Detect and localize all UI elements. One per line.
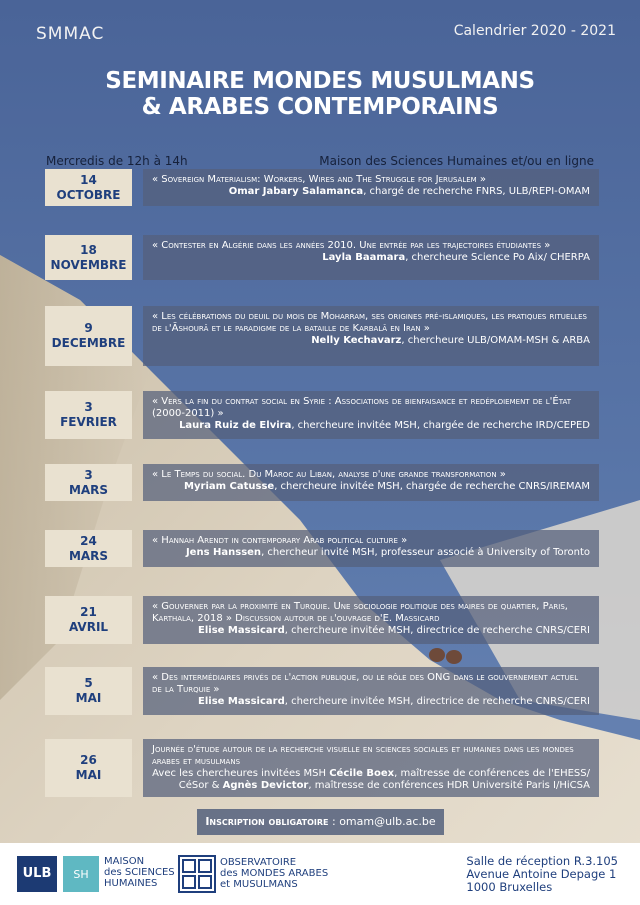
speaker-name: Cécile Boex: [329, 768, 395, 779]
session-info-9: [143, 739, 599, 797]
session-day: 26: [80, 753, 97, 767]
session-date-2: [45, 235, 132, 280]
session-day: 21: [80, 605, 97, 619]
session-month: FEVRIER: [60, 415, 117, 429]
address-line: Avenue Antoine Depage 1: [466, 867, 617, 881]
session-day: 3: [84, 467, 93, 482]
speaker-intro: Avec les chercheures invitées MSH: [152, 768, 330, 779]
speaker-name: Myriam Catusse: [184, 481, 275, 492]
session-day: 5: [84, 676, 93, 690]
session-day: 14: [80, 172, 97, 187]
inscription-label: Inscription obligatoire: [205, 815, 329, 828]
session-date-4: [45, 391, 132, 439]
session-info-2: [143, 235, 599, 280]
session-month: MAI: [75, 768, 102, 782]
session-month: AVRIL: [68, 620, 109, 634]
page-title-line1: SEMINAIRE MONDES MUSULMANS: [105, 68, 535, 94]
session-day: 9: [84, 321, 93, 335]
session-speaker-line: [152, 547, 590, 559]
session-date-6: [45, 530, 132, 567]
session-speaker-line: [152, 420, 590, 432]
inscription-banner: [197, 809, 444, 835]
session-date-7: [45, 596, 132, 644]
schedule-label: Mercredis de 12h à 14h: [46, 154, 188, 168]
session-date-1: [45, 169, 132, 206]
session-speaker-line: [152, 696, 590, 708]
session-month: OCTOBRE: [56, 187, 121, 202]
session-title: « Le Temps du social. Du Maroc au Liban, analyse d'une grande transformation »: [152, 469, 506, 480]
speaker-role: , chercheure Science Po Aix/ CHERPA: [405, 252, 590, 263]
session-day: 24: [80, 533, 97, 548]
session-info-7: [143, 596, 599, 644]
speaker-name: Laura Ruiz de Elvira: [179, 420, 292, 431]
session-date-3: [45, 306, 132, 366]
session-speaker-line: [152, 186, 590, 198]
speaker-name: Elise Massicard: [198, 696, 285, 707]
msh-name: [104, 856, 175, 889]
venue-address: [466, 855, 618, 894]
session-info-6: [143, 530, 599, 567]
session-speaker-line: [152, 768, 590, 792]
session-title: « Vers la fin du contrat social en Syrie : Associations de bienfaisance et redéploiement de l'État (2000-2011) »: [152, 396, 571, 419]
omam-line: des MONDES ARABES: [220, 868, 329, 879]
speaker-role: , chercheure ULB/OMAM-MSH & ARBA: [401, 335, 590, 346]
inscription-email-link[interactable]: omam@ulb.ac.be: [339, 815, 436, 828]
speaker-role: , maîtresse de conférences de l'EHESS/ CéSor &: [178, 768, 590, 791]
page-title-line2: & ARABES CONTEMPORAINS: [141, 94, 499, 120]
session-month: MARS: [68, 548, 109, 563]
omam-name: [220, 857, 328, 890]
msh-line: MAISON: [104, 856, 145, 867]
session-title: Journée d'étude autour de la recherche visuelle en sciences sociales et humaines dans les mondes arabes et musulmans: [152, 744, 574, 767]
speaker-name: Layla Baamara: [322, 252, 406, 263]
msh-logo: SH: [63, 856, 99, 892]
speaker-name: Jens Hanssen: [185, 547, 262, 558]
session-date-8: [45, 667, 132, 715]
omam-line: et MUSULMANS: [220, 879, 298, 890]
session-title: « Des intermédiaires privés de l'action publique, ou le rôle des ONG dans le gouvernement actuel de la Turquie »: [152, 672, 579, 695]
speaker-role: , chercheure invitée MSH, directrice de recherche CNRS/CERI: [284, 625, 590, 636]
speaker-role: , chargé de recherche FNRS, ULB/REPI-OMAM: [363, 186, 590, 197]
speaker-name: Elise Massicard: [198, 625, 285, 636]
session-speaker-line: [152, 625, 590, 637]
speaker-name: Omar Jabary Salamanca: [228, 186, 364, 197]
session-speaker-line: [152, 335, 590, 347]
session-info-4: [143, 391, 599, 439]
session-speaker-line: [152, 252, 590, 264]
session-info-3: [143, 306, 599, 366]
omam-logo-icon: [178, 855, 216, 893]
speaker-role: , chercheure invitée MSH, directrice de recherche CNRS/CERI: [284, 696, 590, 707]
session-title: « Hannah Arendt in contemporary Arab political culture »: [152, 535, 408, 546]
session-title: « Contester en Algérie dans les années 2010. Une entrée par les trajectoires étudiantes »: [152, 240, 551, 251]
speaker-role: , maîtresse de conférences HDR Université Paris I/HiCSA: [308, 780, 590, 791]
session-day: 18: [80, 242, 97, 257]
omam-line: OBSERVATOIRE: [220, 857, 297, 868]
session-month: NOVEMBRE: [50, 257, 127, 272]
venue-label: Maison des Sciences Humaines et/ou en ligne: [319, 154, 594, 168]
session-month: DECEMBRE: [51, 336, 126, 350]
session-info-1: [143, 169, 599, 206]
speaker-name: Agnès Devictor: [222, 780, 309, 791]
calendar-label: Calendrier 2020 - 2021: [453, 23, 616, 39]
session-day: 3: [84, 400, 93, 414]
brand-label: SMMAC: [36, 24, 105, 44]
session-date-5: [45, 464, 132, 501]
msh-line: HUMAINES: [104, 878, 158, 889]
session-month: MARS: [68, 482, 109, 497]
address-line: 1000 Bruxelles: [466, 880, 553, 894]
inscription-separator: :: [328, 815, 340, 828]
speaker-role: , chercheure invitée MSH, chargée de recherche IRD/CEPED: [291, 420, 590, 431]
session-speaker-line: [152, 481, 590, 493]
session-date-9: [45, 739, 132, 797]
address-line: Salle de réception R.3.105: [466, 854, 618, 868]
speaker-name: Nelly Kechavarz: [311, 335, 402, 346]
session-title: « Gouverner par la proximité en Turquie. Une sociologie politique des maires de quartier, Paris, Karthala, 2018 » Discussion autour de l'ouvrage d'E. Massicard: [152, 601, 568, 624]
speaker-role: , chercheur invité MSH, professeur associé à University of Toronto: [261, 547, 590, 558]
speaker-role: , chercheure invitée MSH, chargée de recherche CNRS/IREMAM: [274, 481, 590, 492]
session-title: « Sovereign Materialism: Workers, Wires and The Struggle for Jerusalem »: [152, 174, 487, 185]
session-title: « Les célébrations du deuil du mois de Moharram, ses origines pré-islamiques, les pratiques rituelles de l'Āshourā et le paradigme de la bataille de Karbalā en Iran »: [152, 311, 587, 334]
session-info-8: [143, 667, 599, 715]
session-month: MAI: [75, 691, 102, 705]
ulb-logo: ULB: [17, 856, 57, 892]
msh-line: des SCIENCES: [104, 867, 175, 878]
session-info-5: [143, 464, 599, 501]
